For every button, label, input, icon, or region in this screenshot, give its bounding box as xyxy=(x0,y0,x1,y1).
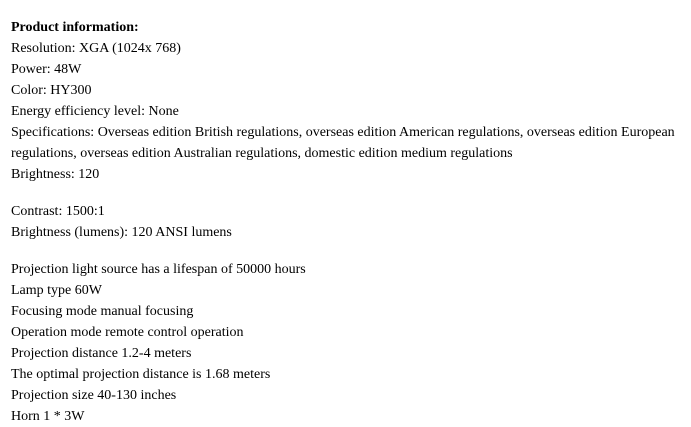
paragraph-gap xyxy=(11,243,691,259)
spec-operation-mode: Operation mode remote control operation xyxy=(11,325,244,340)
spec-specifications-continued: regulations, overseas edition Australian regulations, domestic edition medium regulations xyxy=(11,146,513,161)
spec-specifications: Specifications: Overseas edition British regulations, overseas edition American regulations, overseas edition European xyxy=(11,125,675,140)
spec-horn: Horn 1 * 3W xyxy=(11,409,85,424)
spec-group-general xyxy=(11,38,691,185)
spec-color: Color: HY300 xyxy=(11,83,92,98)
spec-lamp-type: Lamp type 60W xyxy=(11,283,102,298)
spec-group-projection xyxy=(11,259,691,427)
spec-power: Power: 48W xyxy=(11,62,82,77)
spec-energy-efficiency: Energy efficiency level: None xyxy=(11,104,179,119)
spec-focusing-mode: Focusing mode manual focusing xyxy=(11,304,194,319)
spec-contrast: Contrast: 1500:1 xyxy=(11,204,105,219)
spec-optimal-distance: The optimal projection distance is 1.68 meters xyxy=(11,367,271,382)
spec-brightness-lumens: Brightness (lumens): 120 ANSI lumens xyxy=(11,225,232,240)
spec-projection-distance: Projection distance 1.2-4 meters xyxy=(11,346,192,361)
spec-light-source-lifespan: Projection light source has a lifespan of 50000 hours xyxy=(11,262,306,277)
spec-resolution: Resolution: XGA (1024x 768) xyxy=(11,41,181,56)
spec-brightness: Brightness: 120 xyxy=(11,167,100,182)
spec-group-display xyxy=(11,201,691,243)
section-title: Product information: xyxy=(11,20,139,35)
spec-projection-size: Projection size 40-130 inches xyxy=(11,388,177,403)
paragraph-gap xyxy=(11,185,691,201)
